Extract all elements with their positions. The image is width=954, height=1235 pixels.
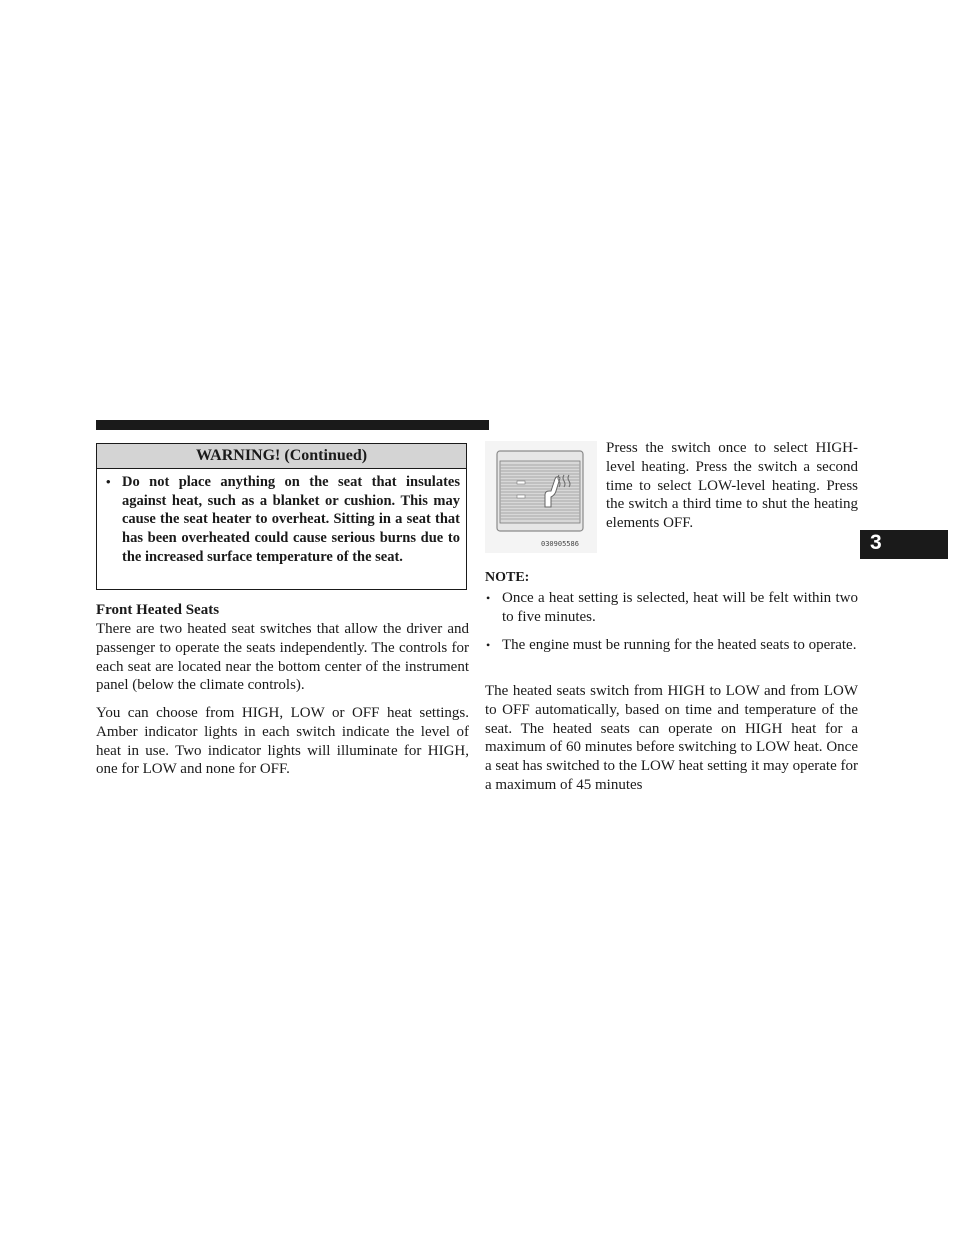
list-item: [486, 636, 858, 655]
note-text: Once a heat setting is selected, heat will be felt within two to five minutes.: [502, 590, 858, 625]
heated-seat-switch-figure: [485, 441, 597, 553]
note-label: NOTE:: [485, 570, 530, 585]
paragraph-heated-seats-timer: The heated seats switch from HIGH to LOW and from LOW to OFF automatically, based on time and temperature of the seat. The heated seats can operate on HIGH heat for a maximum of 60 minutes before switching to LOW heat. Once a seat has switched to the LOW heat setting it may operate for a maximum of 45 minutes: [485, 683, 858, 793]
warning-title: WARNING! (Continued): [97, 444, 466, 469]
list-item: [486, 589, 858, 627]
chapter-number: 3: [870, 531, 882, 554]
warning-text-block: [97, 469, 466, 567]
figure-caption: 030905586: [541, 540, 579, 548]
chapter-tab: [860, 530, 948, 559]
heated-seat-switch-icon: [485, 441, 597, 553]
section-heading: Front Heated Seats: [96, 602, 220, 618]
section-rule: [96, 420, 489, 430]
note-text: The engine must be running for the heated seats to operate.: [502, 637, 857, 653]
bullet-icon: •: [486, 591, 491, 605]
paragraph-heat-settings: You can choose from HIGH, LOW or OFF heat settings. Amber indicator lights in each switch indicate the level of heat in use. Two indicator lights will illuminate for HIGH, one for LOW and none for OFF.: [96, 705, 469, 778]
paragraph-switch-instructions: Press the switch once to select HIGH-level heating. Press the switch a second time to select LOW-level heating. Press the switch a third time to shut the heating elements OFF.: [606, 440, 858, 532]
warning-box: [96, 443, 467, 590]
bullet-icon: •: [106, 474, 111, 489]
bullet-icon: •: [486, 638, 491, 652]
warning-text: Do not place anything on the seat that insulates against heat, such as a blanket or cushion. This may cause the seat heater to overheat. Sitting in a seat that has been overheated could cause serious burns due to the increased surface temperature of the seat.: [122, 474, 460, 565]
paragraph-heated-seat-switches: There are two heated seat switches that allow the driver and passenger to operate the seats independently. The controls for each seat are located near the bottom center of the instrument panel (below the climate controls).: [96, 621, 469, 694]
